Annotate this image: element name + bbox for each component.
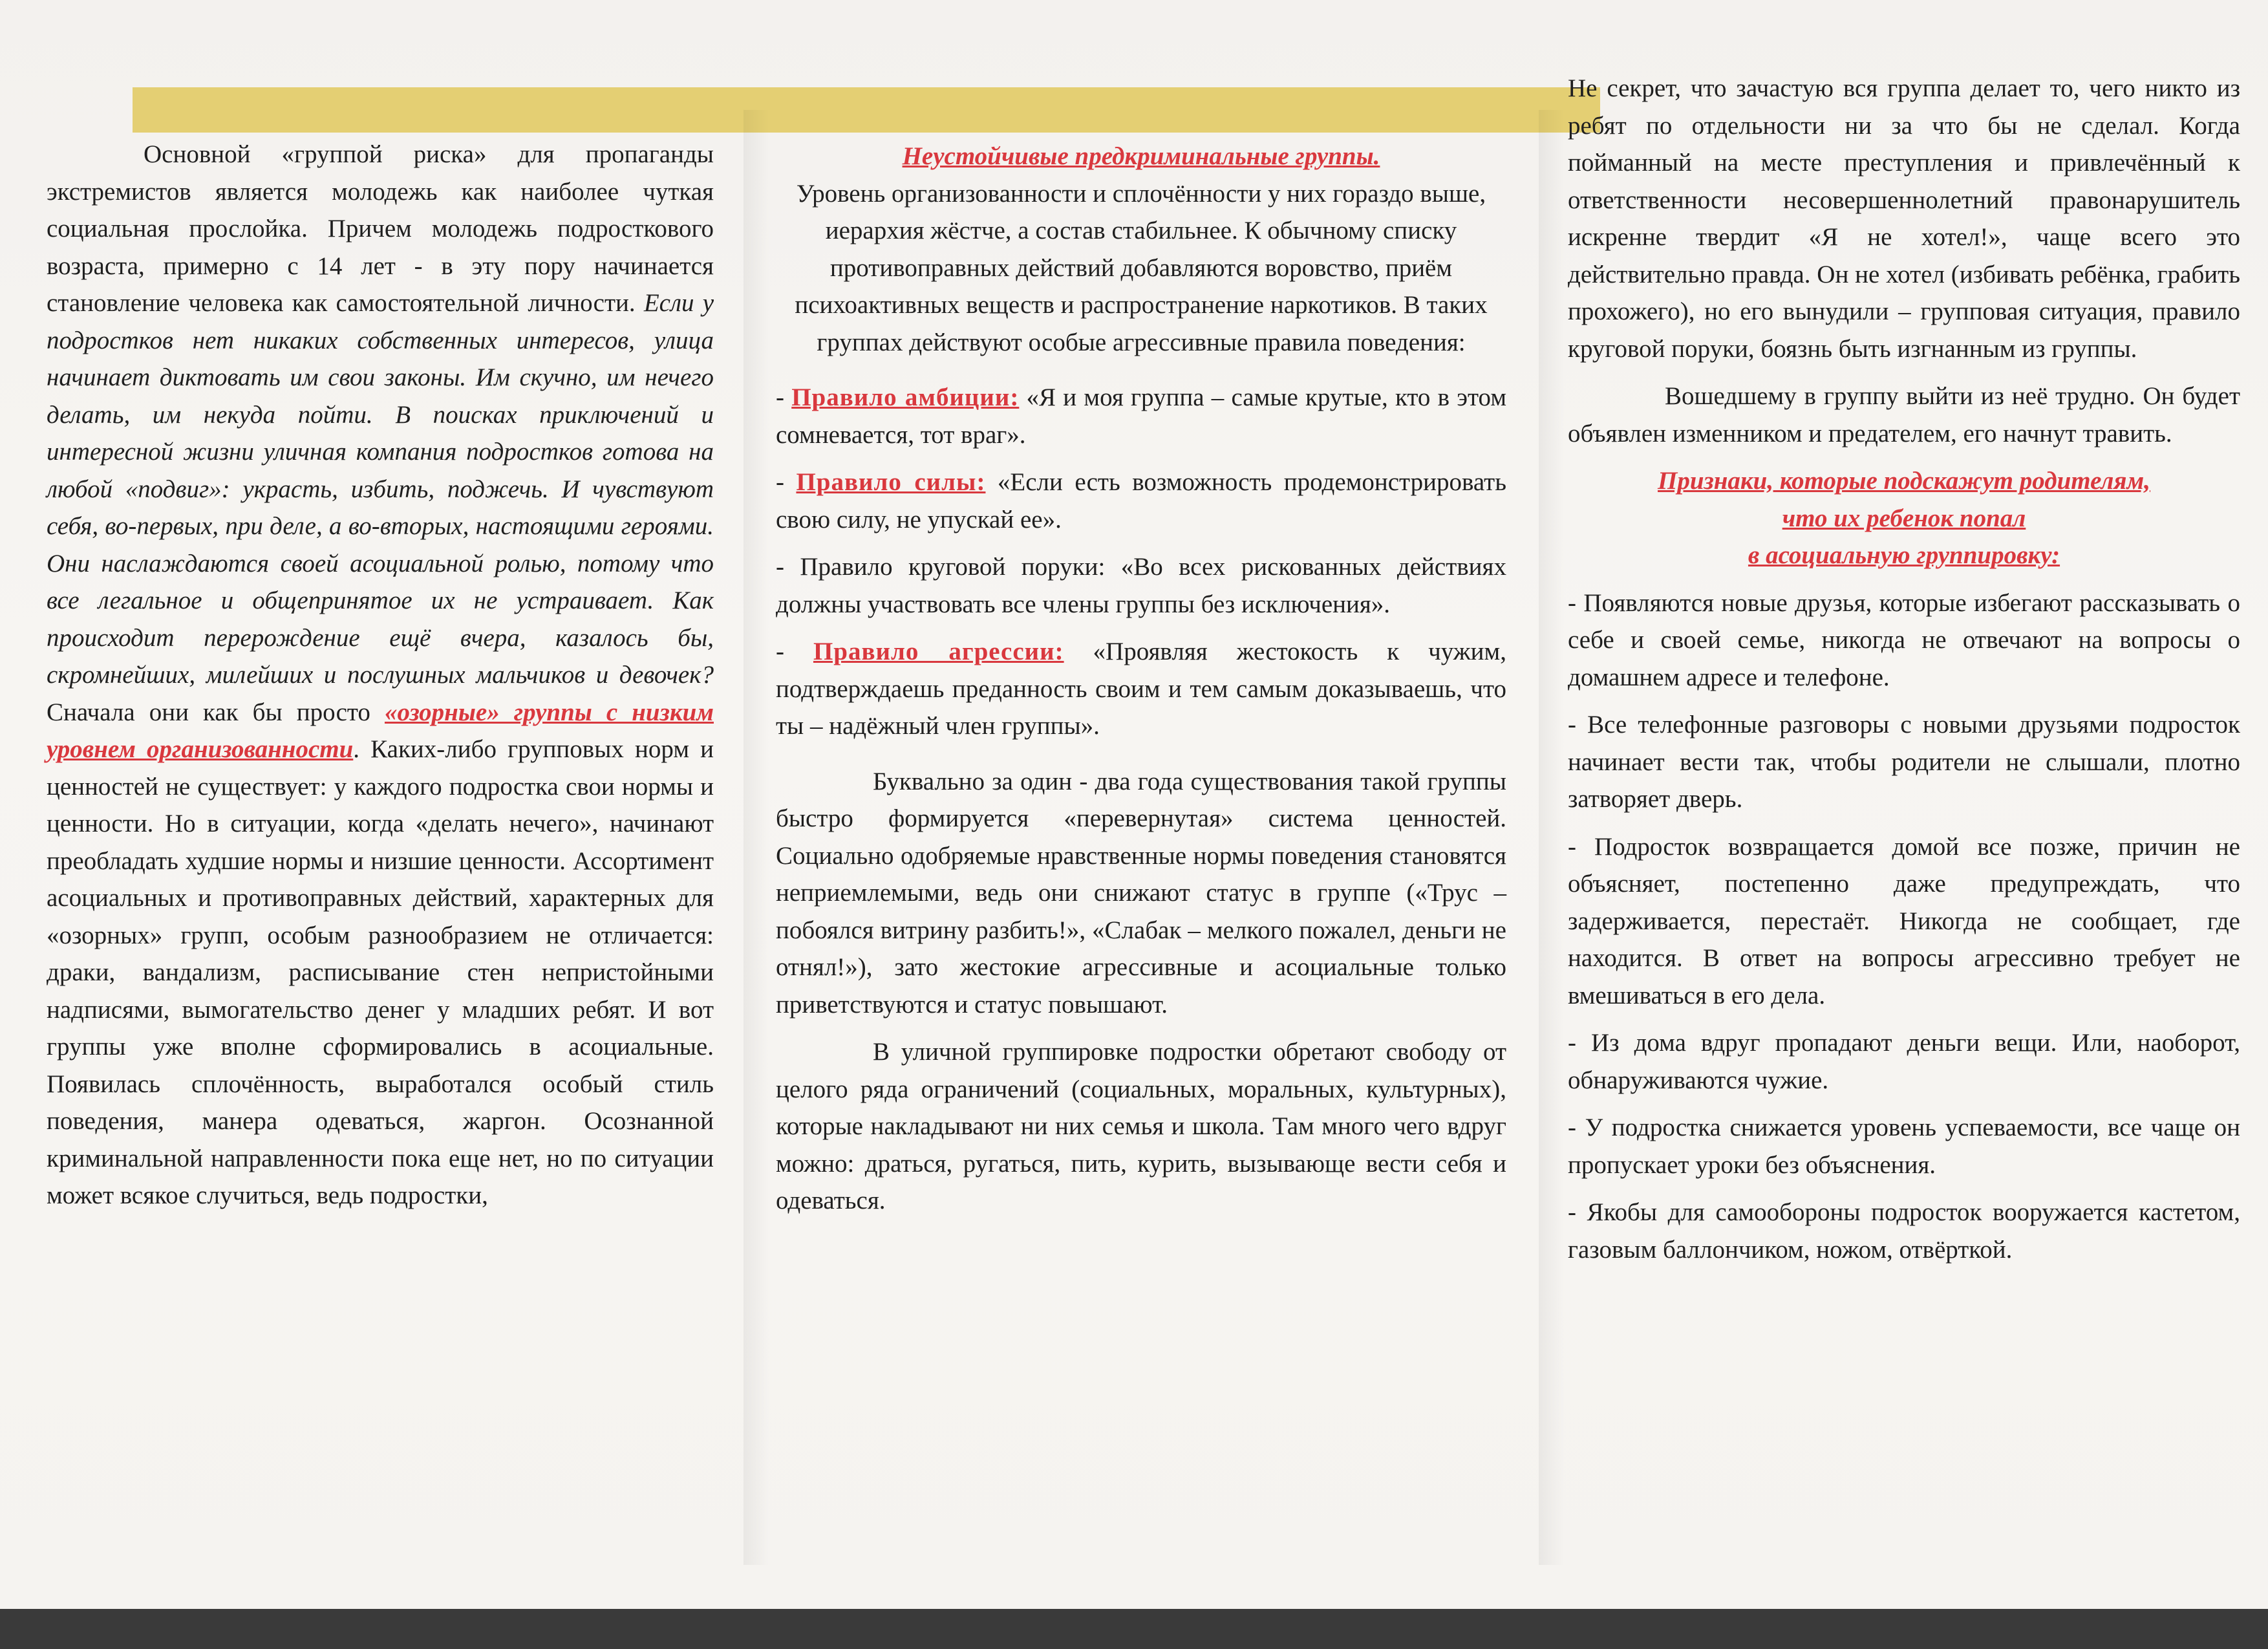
rule-mutual-guarantee: - Правило круговой поруки: «Во всех рискованных действиях должны участвовать все члены группы без исключения». — [776, 553, 1506, 618]
rule-text: «Я и моя группа – самые крутые, кто в этом сомневается, тот враг». — [776, 383, 1506, 449]
rule-label: Правило амбиции: — [791, 383, 1020, 411]
dash: - — [776, 383, 792, 411]
dash: - — [776, 638, 813, 665]
list-item: - Якобы для самообороны подросток вооружается кастетом, газовым баллончиком, ножом, отвёрткой. — [1568, 1198, 2240, 1264]
paragraph-leaving-group: Вошедшему в группу выйти из неё трудно. Он будет объявлен изменником и предателем, его начнут травить. — [1568, 382, 2240, 447]
paragraph-inverted-values: Буквально за один - два года существования такой группы быстро формируется «перевернутая» система ценностей. Социально одобряемые нравственные нормы поведения становятся неприемлемыми, ведь они снижают статус в группе («Трус – побоялся витрину разбить!», «Слабак – мелкого пожалел, деньги не отнял!»), зато жестокие агрессивные и асоциальные только приветствуются и статус повышают. — [776, 767, 1506, 1018]
rule-aggression — [776, 633, 1506, 745]
paragraph-intro: Уровень организованности и сплочённости у них гораздо выше, иерархия жёстче, а состав стабильнее. К обычному списку противоправных действий добавляются воровство, приём психоактивных веществ и распространение наркотиков. В таких группах действуют особые агрессивные правила поведения: — [795, 179, 1488, 356]
scanner-edge — [0, 1609, 2268, 1649]
list-item: - Из дома вдруг пропадают деньги вещи. Или, наоборот, обнаруживаются чужие. — [1568, 1029, 2240, 1094]
column-middle — [776, 133, 1506, 1220]
paragraph-risk-group — [47, 136, 714, 1214]
header-band — [133, 87, 1600, 133]
text-span: Сначала они как бы просто — [47, 698, 385, 726]
heading-signs-line1: Признаки, которые подскажут родителям, — [1658, 467, 2150, 495]
list-item: - У подростка снижается уровень успеваемости, все чаще он пропускает уроки без объяснения. — [1568, 1114, 2240, 1179]
rule-strength — [776, 464, 1506, 538]
text-span: . Каких-либо групповых норм и ценностей не существует: у каждого подростка свои нормы и ценности. Но в ситуации, когда «делать нечего», начинают преобладать худшие нормы и низшие ценности. Ассортимент асоциальных и противоправных действий, характерных для «озорных» групп, особым разнообразием не отличается: драки, вандализм, расписывание стен непристойными надписями, вымогательство денег у младших ребят. И вот группы уже вполне сформировались в асоциальные. Появилась сплочённость, выработался особый стиль поведения, манера одеваться, жаргон. Осознанной криминальной направленности пока еще нет, но по ситуации может всякое случиться, ведь подростки, — [47, 735, 714, 1209]
column-right — [1568, 70, 2240, 1268]
text-span: Основной «группой риска» для пропаганды экстремистов является молодежь как наиболее чуткая социальная прослойка. Причем молодежь подросткового возраста, примерно с 14 лет - в эту пору начинается становление человека как самостоятельной личности. — [47, 140, 714, 317]
rule-label: Правило силы: — [796, 468, 986, 496]
paragraph-group-pressure: Не секрет, что зачастую вся группа делает то, чего никто из ребят по отдельности ни за что бы не сделал. Когда пойманный на месте преступления и привлечённый к ответственности несовершеннолетний правонарушитель искренне твердит «Я не хотел!», чаще всего это действительно правда. Он не хотел (избивать ребёнка, грабить прохожего), но его вынудили – групповая ситуация, правило круговой поруки, боязнь быть изгнанным из группы. — [1568, 74, 2240, 363]
list-item: - Подросток возвращается домой все позже, причин не объясняет, постепенно даже предупреждать, что задерживается, перестаёт. Никогда не сообщает, где находится. В ответ на вопросы агрессивно требует не вмешиваться в его дела. — [1568, 832, 2240, 1009]
dash: - — [776, 468, 797, 496]
highlight-mischief-groups: «озорные» группы с низким уровнем организованности — [47, 698, 714, 763]
heading-signs-line2: что их ребенок попал — [1782, 504, 2026, 532]
fold-line-left — [744, 110, 769, 1565]
rule-ambition — [776, 379, 1506, 453]
column-left — [47, 136, 714, 1214]
list-item: - Все телефонные разговоры с новыми друзьями подросток начинает вести так, чтобы родители не слышали, плотно затворяет дверь. — [1568, 711, 2240, 813]
rule-text: «Проявляя жестокость к чужим, подтверждаешь преданность своим и тем самым доказываешь, что ты – надёжный член группы». — [776, 638, 1506, 740]
list-item: - Появляются новые друзья, которые избегают рассказывать о себе и своей семье, никогда не отвечают на вопросы о домашнем адресе и телефоне. — [1568, 588, 2240, 691]
rule-text: «Если есть возможность продемонстрировать свою силу, не упускай ее». — [776, 468, 1506, 534]
heading-signs-line3: в асоциальную группировку: — [1748, 541, 2060, 569]
rule-label: Правило агрессии: — [813, 638, 1064, 665]
paragraph-street-freedom: В уличной группировке подростки обретают свободу от целого ряда ограничений (социальных, моральных, культурных), которые накладывают ни них семья и школа. Там много чего вдруг можно: драться, ругаться, пить, курить, вызывающе вести себя и одеваться. — [776, 1038, 1506, 1214]
fold-line-right — [1539, 110, 1565, 1565]
heading-unstable-groups: Неустойчивые предкриминальные группы. — [902, 142, 1380, 170]
italic-text: Если у подростков нет никаких собственных интересов, улица начинает диктовать им свои законы. Им скучно, им нечего делать, им некуда пойти. В поисках приключений и интересной жизни уличная компания подростков готова на любой «подвиг»: украсть, избить, поджечь. И чувствуют себя, во-первых, при деле, а во-вторых, настоящими героями. Они наслаждаются своей асоциальной ролью, потому что все легальное и общепринятое их не устраивает. Как происходит перерождение ещё вчера, казалось бы, скромнейших, милейших и послушных мальчиков и девочек? — [47, 289, 714, 689]
